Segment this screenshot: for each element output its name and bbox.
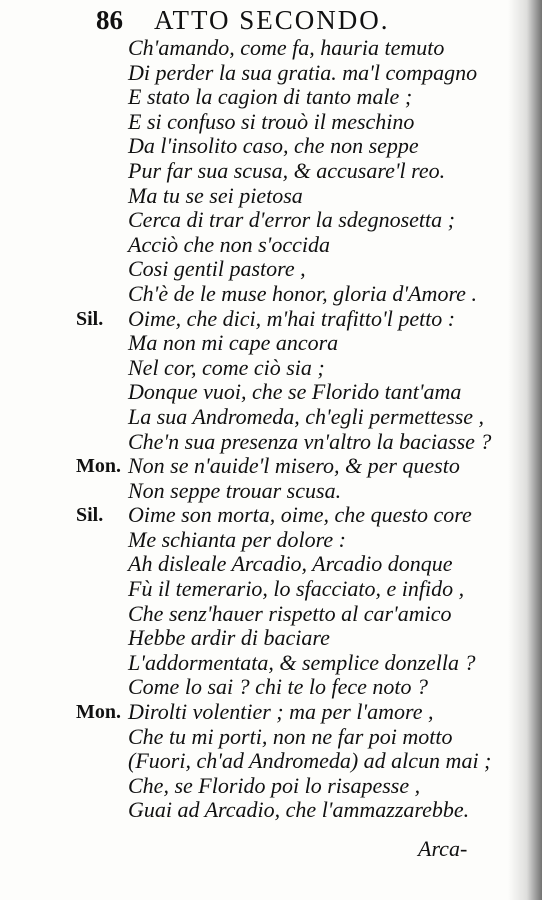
verse-line-text: Che'n sua presenza vn'altro la baciasse ? — [128, 428, 492, 454]
verse-line-text: Me schianta per dolore : — [128, 526, 346, 552]
verse-line — [76, 85, 506, 110]
verse-line — [76, 356, 506, 381]
verse-line — [76, 430, 506, 455]
verse-line-text: Guai ad Arcadio, che l'ammazzarebbe. — [128, 797, 470, 823]
verse-line — [76, 233, 506, 258]
verse-line — [76, 479, 506, 504]
verse-line-text: Nel cor, come ciò sia ; — [128, 354, 325, 380]
verse-line — [76, 725, 506, 750]
verse-line-text: L'addormentata, & semplice donzella ? — [128, 649, 476, 675]
verse-line — [76, 331, 506, 356]
verse-line-text: Oime, che dici, m'hai trafitto'l petto : — [128, 305, 456, 331]
verse-line-text: Dirolti volentier ; ma per l'amore , — [128, 699, 434, 725]
verse-line-text: La sua Andromeda, ch'egli permettesse , — [128, 403, 485, 429]
verse-line — [76, 159, 506, 184]
verse-line — [76, 651, 506, 676]
verse-line-text: Da l'insolito caso, che non seppe — [128, 133, 419, 159]
verse-line — [76, 577, 506, 602]
verse-line — [76, 282, 506, 307]
verse-line-text: Ah disleale Arcadio, Arcadio donque — [128, 551, 453, 577]
verse-line — [76, 798, 506, 823]
verse-line — [76, 257, 506, 282]
running-head: ATTO SECONDO. — [154, 5, 390, 35]
verse-line — [76, 552, 506, 577]
verse-line-text: Ch'amando, come fa, hauria temuto — [128, 35, 445, 60]
speaker-label: Sil. — [76, 307, 104, 330]
verse-line — [76, 134, 506, 159]
verse-line — [76, 774, 506, 799]
verse-line — [76, 307, 506, 332]
page-gutter-shadow — [508, 0, 542, 900]
verse-line-text: Oime son morta, oime, che questo core — [128, 502, 472, 528]
verse-line — [76, 626, 506, 651]
verse-line-text: E stato la cagion di tanto male ; — [128, 84, 413, 110]
verse-line — [76, 503, 506, 528]
verse-line — [76, 528, 506, 553]
verse-line-text: Che tu mi porti, non ne far poi motto — [128, 723, 453, 749]
verse-line — [76, 602, 506, 627]
verse-line-text: Come lo sai ? chi te lo fece noto ? — [128, 674, 428, 700]
speaker-label: Sil. — [76, 504, 104, 527]
verse-line-text: Cosi gentil pastore , — [128, 256, 306, 282]
verse-line-text: Fù il temerario, lo sfacciato, e infido , — [128, 576, 465, 602]
verse-line-text: E si confuso si trouò il meschino — [128, 108, 415, 134]
verse-line — [76, 36, 506, 61]
verse-line-text: Ch'è de le muse honor, gloria d'Amore . — [128, 280, 477, 306]
verse-line-text: Che, se Florido poi lo risapesse , — [128, 772, 421, 798]
verse-line — [76, 61, 506, 86]
verse-line-text: Ma non mi cape ancora — [128, 330, 339, 356]
verse-line-text: Non se n'auide'l misero, & per questo — [128, 453, 460, 479]
speaker-label: Mon. — [76, 701, 121, 724]
verse-line-text: Acciò che non s'occida — [128, 231, 331, 257]
verse-line-text: Che senz'hauer rispetto al car'amico — [128, 600, 452, 626]
verse-line-text: Ma tu se sei pietosa — [128, 182, 303, 208]
verse-line-text: Hebbe ardir di baciare — [128, 625, 330, 651]
verse-line-text: Cerca di trar d'error la sdegnosetta ; — [128, 207, 455, 233]
verse-line — [76, 675, 506, 700]
verse-line — [76, 700, 506, 725]
verse-line-text: Di perder la sua gratia. ma'l compagno — [128, 59, 478, 85]
page-number: 86 — [96, 5, 123, 35]
verse-line-text: Donque vuoi, che se Florido tant'ama — [128, 379, 462, 405]
verse-line — [76, 110, 506, 135]
speaker-label: Mon. — [76, 455, 121, 478]
verse-line — [76, 208, 506, 233]
verse-text — [76, 36, 506, 823]
catchword: Arca- — [418, 836, 468, 861]
verse-line-text: (Fuori, ch'ad Andromeda) ad alcun mai ; — [128, 748, 492, 774]
verse-line — [76, 380, 506, 405]
page-header — [96, 5, 390, 39]
verse-line-text: Non seppe trouar scusa. — [128, 477, 342, 503]
verse-line-text: Pur far sua scusa, & accusare'l reo. — [128, 157, 446, 183]
verse-line — [76, 454, 506, 479]
verse-line — [76, 184, 506, 209]
verse-line — [76, 749, 506, 774]
verse-line — [76, 405, 506, 430]
